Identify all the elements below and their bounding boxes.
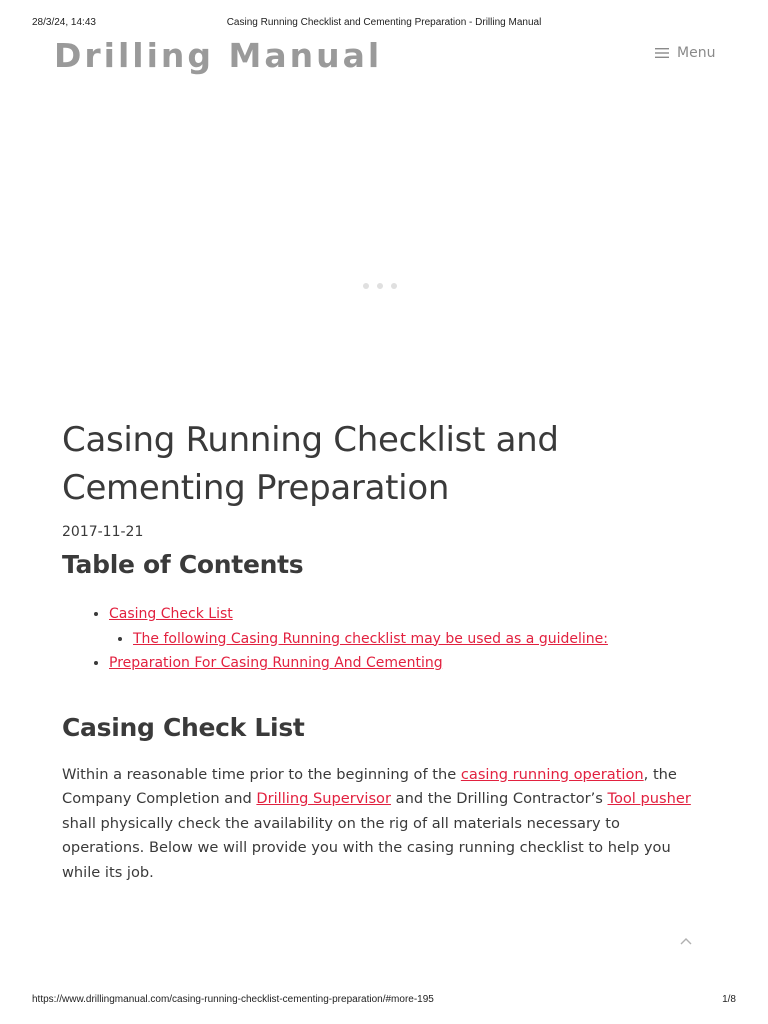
article-title-line-1: Casing Running Checklist and bbox=[62, 420, 559, 460]
article-title bbox=[62, 416, 702, 512]
article-title-line-2: Cementing Preparation bbox=[62, 468, 450, 508]
toc-link-casing-check-list[interactable]: Casing Check List bbox=[109, 606, 233, 622]
print-page-number: 1/8 bbox=[722, 994, 736, 1005]
toc-link-casing-running-guideline[interactable]: The following Casing Running checklist may be used as a guideline: bbox=[133, 630, 608, 647]
print-url: https://www.drillingmanual.com/casing-running-checklist-cementing-preparation/#more-195 bbox=[32, 994, 434, 1005]
chevron-up-icon bbox=[678, 935, 694, 947]
article bbox=[62, 416, 702, 885]
intro-paragraph bbox=[62, 763, 702, 886]
print-timestamp: 28/3/24, 14:43 bbox=[32, 17, 96, 28]
loading-dot bbox=[391, 283, 397, 289]
loading-dot bbox=[363, 283, 369, 289]
paragraph-text: , the Company Completion and bbox=[62, 765, 677, 807]
hamburger-icon bbox=[655, 47, 669, 59]
paragraph-text: Within a reasonable time prior to the beginning of the bbox=[62, 765, 461, 783]
loading-dot bbox=[377, 283, 383, 289]
print-page-title: Casing Running Checklist and Cementing Preparation - Drilling Manual bbox=[226, 17, 542, 28]
scroll-to-top-button[interactable] bbox=[678, 932, 694, 944]
paragraph-text: and the Drilling Contractor’s bbox=[390, 790, 608, 807]
toc-heading: Table of Contents bbox=[62, 550, 304, 579]
toc-sublist bbox=[109, 627, 702, 652]
link-drilling-supervisor[interactable]: Drilling Supervisor bbox=[256, 790, 391, 807]
print-footer bbox=[0, 994, 768, 1008]
toc-item bbox=[109, 602, 702, 651]
toc-link-preparation[interactable]: Preparation For Casing Running And Cementing bbox=[109, 655, 443, 671]
section-heading-casing-check-list: Casing Check List bbox=[62, 712, 305, 742]
site-title[interactable]: Drilling Manual bbox=[54, 36, 383, 75]
menu-button[interactable] bbox=[655, 45, 715, 61]
toc-item bbox=[133, 627, 702, 652]
article-date: 2017-11-21 bbox=[62, 524, 144, 540]
link-tool-pusher[interactable]: Tool pusher bbox=[607, 790, 691, 807]
link-casing-running-operation[interactable]: casing running operation bbox=[460, 765, 644, 783]
paragraph-text: shall physically check the availability on the rig of all materials necessary to operations. Below we will provide you with the casing running checklist to help you while its job. bbox=[62, 814, 671, 881]
toc-item bbox=[109, 651, 702, 676]
loading-indicator bbox=[363, 283, 397, 289]
print-header bbox=[0, 17, 768, 31]
menu-label: Menu bbox=[677, 45, 716, 61]
table-of-contents bbox=[62, 602, 702, 676]
